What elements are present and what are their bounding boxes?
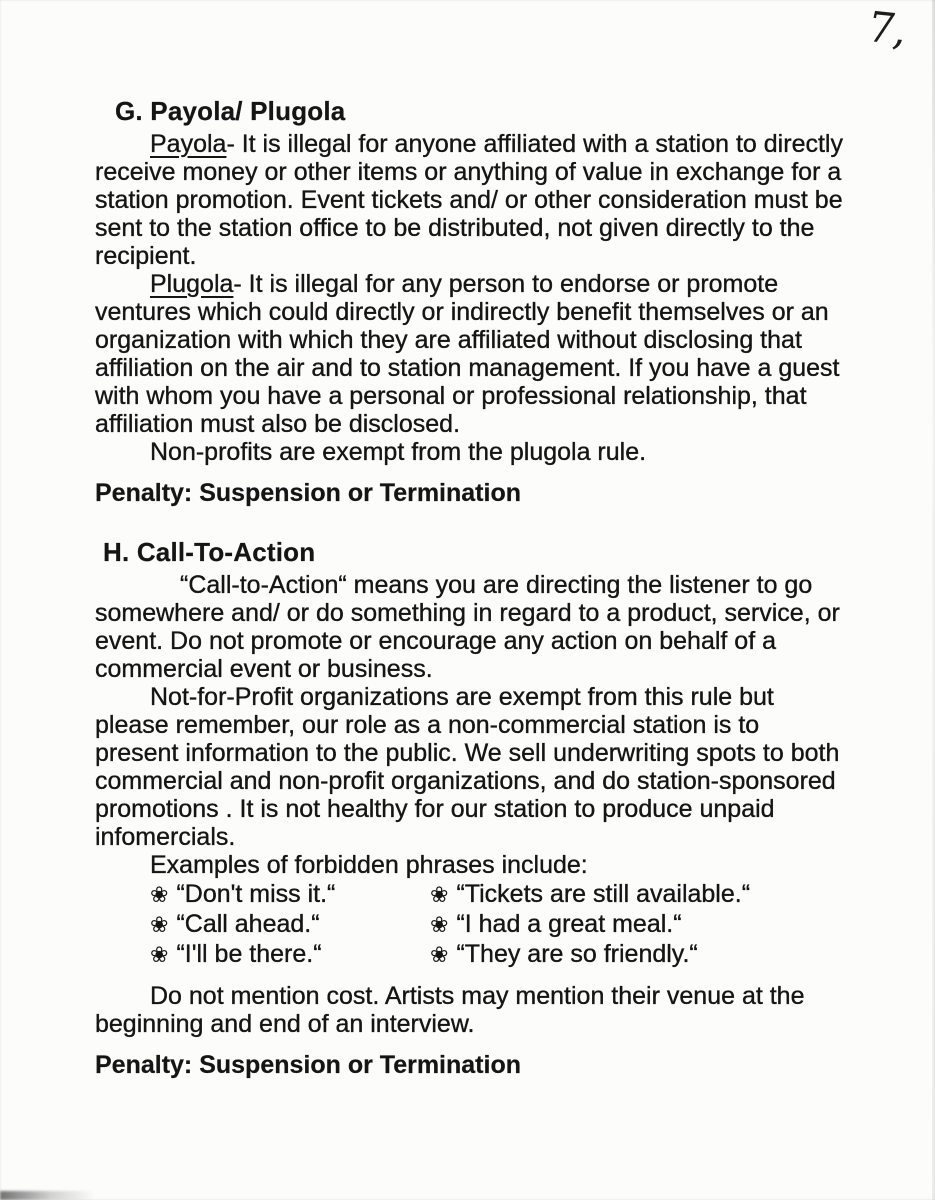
florette-icon: ❀ bbox=[150, 883, 169, 908]
examples-label: Examples of forbidden phrases include: bbox=[150, 851, 588, 879]
forbidden-phrases-list bbox=[150, 880, 847, 970]
florette-icon: ❀ bbox=[150, 913, 169, 938]
section-payola-plugola bbox=[95, 96, 847, 507]
paragraph-text: - It is illegal for anyone affiliated with a station to directly receive money or other items or anything of value in exchange for a station promotion. Event tickets and/ or other consideration must be sent to the station office to be distributed, not given directly to the recipient. bbox=[95, 130, 843, 270]
section-call-to-action bbox=[95, 537, 847, 1079]
forbidden-phrase: “I had a great meal.“ bbox=[456, 910, 682, 938]
underlined-term-plugola: Plugola bbox=[150, 270, 234, 298]
list-item bbox=[150, 880, 430, 910]
florette-icon: ❀ bbox=[430, 913, 449, 938]
section-heading: G. Payola/ Plugola bbox=[115, 96, 346, 126]
underlined-term-payola: Payola bbox=[150, 130, 227, 158]
list-row bbox=[150, 940, 847, 970]
list-item bbox=[150, 910, 430, 940]
paragraph-nonprofits-exempt: Non-profits are exempt from the plugola rule. bbox=[150, 438, 647, 466]
scan-artifact bbox=[0, 1191, 95, 1200]
forbidden-phrase: “Call ahead.“ bbox=[176, 910, 320, 938]
paragraph-do-not-mention-cost: Do not mention cost. Artists may mention their venue at the beginning and end of an interview. bbox=[95, 982, 805, 1038]
handwritten-page-number: 7, bbox=[863, 2, 914, 55]
list-item bbox=[430, 940, 698, 970]
list-item bbox=[430, 910, 682, 940]
paragraph-call-to-action-definition: “Call-to-Action“ means you are directing the listener to go somewhere and/ or do something in regard to a product, service, or event. Do not promote or encourage any action on behalf of a commercial event or business. bbox=[95, 571, 840, 683]
forbidden-phrase: “Don't miss it.“ bbox=[176, 880, 336, 908]
list-item bbox=[150, 940, 430, 970]
paragraph-payola bbox=[95, 130, 847, 270]
forbidden-phrase: “I'll be there.“ bbox=[176, 940, 322, 968]
list-row bbox=[150, 910, 847, 940]
forbidden-phrase: “Tickets are still available.“ bbox=[456, 880, 751, 908]
paragraph-plugola bbox=[95, 270, 847, 438]
page-content bbox=[95, 96, 847, 1079]
list-row bbox=[150, 880, 847, 910]
florette-icon: ❀ bbox=[430, 883, 449, 908]
penalty-statement: Penalty: Suspension or Termination bbox=[95, 1051, 521, 1079]
florette-icon: ❀ bbox=[430, 943, 449, 968]
paragraph-not-for-profit: Not-for-Profit organizations are exempt from this rule but please remember, our role as a non-commercial station is to present information to the public. We sell underwriting spots to both commercial and non-profit organizations, and do station-sponsored promotions . It is not healthy for our station to produce unpaid infomercials. bbox=[95, 683, 840, 851]
penalty-statement: Penalty: Suspension or Termination bbox=[95, 479, 521, 507]
paragraph-text: - It is illegal for any person to endorse or promote ventures which could directly or indirectly benefit themselves or an organization with which they are affiliated without disclosing that affiliation on the air and to station management. If you have a guest with whom you have a personal or professional relationship, that affiliation must also be disclosed. bbox=[95, 270, 840, 438]
forbidden-phrase: “They are so friendly.“ bbox=[456, 940, 698, 968]
florette-icon: ❀ bbox=[150, 943, 169, 968]
list-item bbox=[430, 880, 750, 910]
section-heading: H. Call-To-Action bbox=[103, 537, 316, 567]
